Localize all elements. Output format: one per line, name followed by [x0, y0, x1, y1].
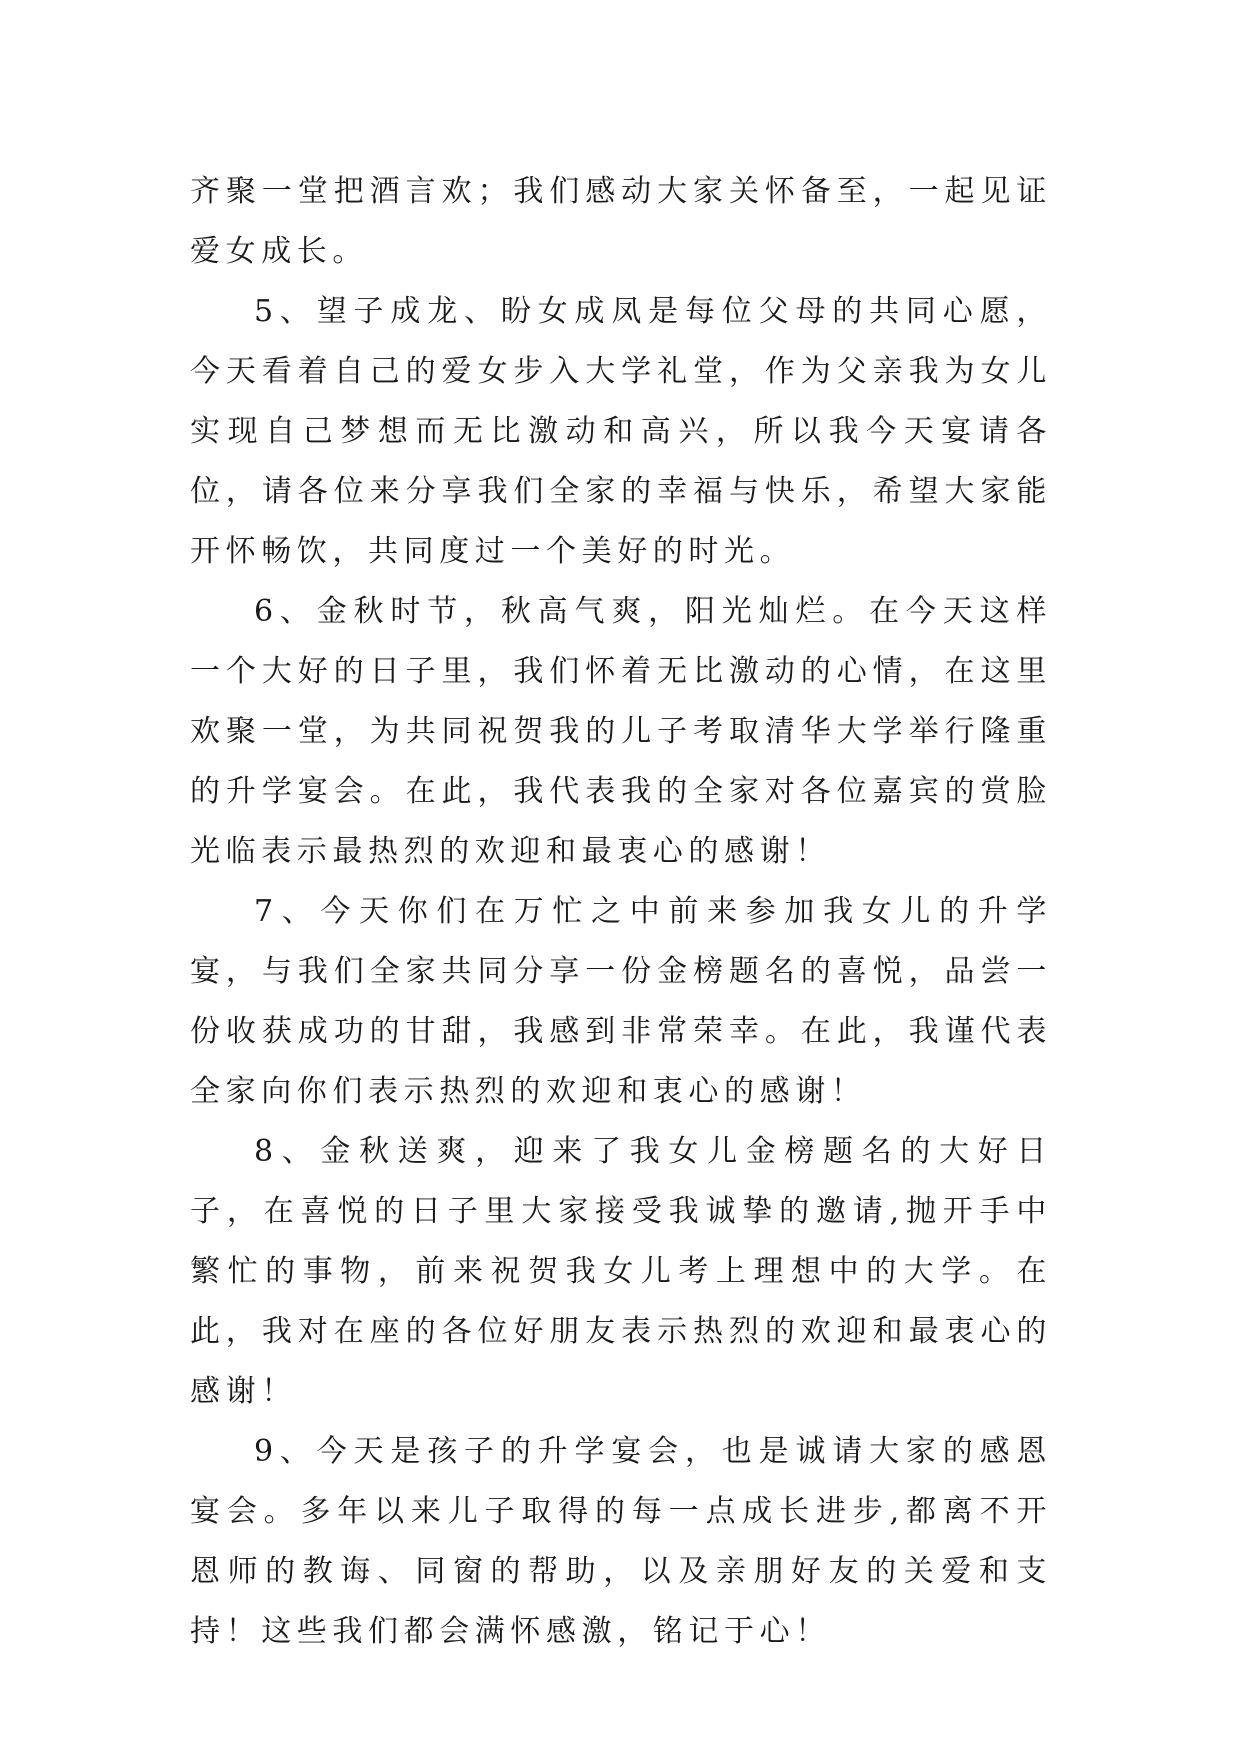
paragraph-5: 5、望子成龙、盼女成凤是每位父母的共同心愿，今天看着自己的爱女步入大学礼堂，作为父亲我为女儿实现自己梦想而无比激动和高兴，所以我今天宴请各位，请各位来分享我们全家的幸福与快乐，希望大家能开怀畅饮，共同度过一个美好的时光。	[190, 294, 1052, 569]
paragraph-continuation: 齐聚一堂把酒言欢；我们感动大家关怀备至，一起见证爱女成长。	[190, 174, 1052, 269]
paragraph-6: 6、金秋时节，秋高气爽，阳光灿烂。在今天这样一个大好的日子里，我们怀着无比激动的心情，在这里欢聚一堂，为共同祝贺我的儿子考取清华大学举行隆重的升学宴会。在此，我代表我的全家对各位嘉宾的赏脸光临表示最热烈的欢迎和最衷心的感谢！	[190, 594, 1052, 869]
paragraph-8: 8、金秋送爽，迎来了我女儿金榜题名的大好日子，在喜悦的日子里大家接受我诚挚的邀请,抛开手中繁忙的事物，前来祝贺我女儿考上理想中的大学。在此，我对在座的各位好朋友表示热烈的欢迎和最衷心的感谢！	[190, 1134, 1052, 1409]
paragraph-9: 9、今天是孩子的升学宴会，也是诚请大家的感恩宴会。多年以来儿子取得的每一点成长进步,都离不开恩师的教诲、同窗的帮助，以及亲朋好友的关爱和支持！这些我们都会满怀感激，铭记于心！	[190, 1434, 1052, 1649]
paragraph-7: 7、今天你们在万忙之中前来参加我女儿的升学宴，与我们全家共同分享一份金榜题名的喜悦，品尝一份收获成功的甘甜，我感到非常荣幸。在此，我谨代表全家向你们表示热烈的欢迎和衷心的感谢！	[190, 894, 1052, 1109]
document-body	[190, 162, 1052, 1662]
